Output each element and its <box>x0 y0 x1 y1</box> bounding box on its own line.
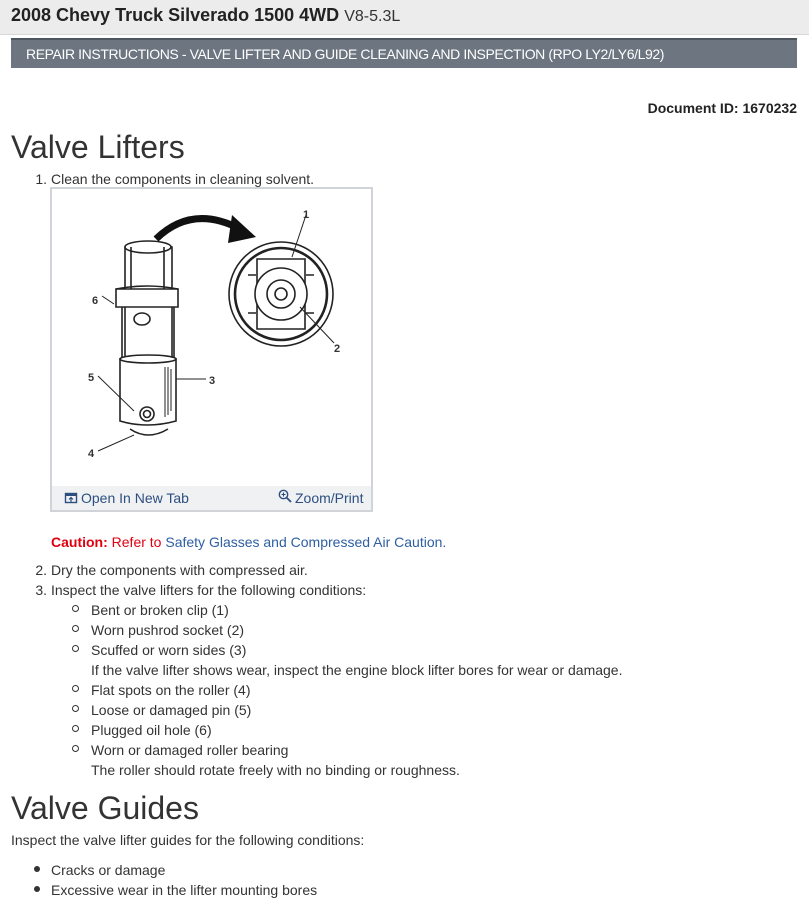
step-number: 1. <box>35 171 47 187</box>
list-bullet <box>72 605 79 612</box>
list-bullet <box>72 745 79 752</box>
caution-label: Caution: <box>51 534 108 550</box>
list-bullet <box>34 866 40 872</box>
direction-arrow <box>156 219 240 239</box>
vehicle-header <box>0 0 809 35</box>
callout-3: 3 <box>209 375 216 387</box>
callout-1: 1 <box>303 209 310 221</box>
condition-item: Loose or damaged pin (5) <box>91 702 252 718</box>
valve-lifter-illustration <box>52 189 371 486</box>
procedure-banner <box>11 38 797 68</box>
callout-4: 4 <box>88 448 95 460</box>
step-text: Clean the components in cleaning solvent. <box>51 171 315 187</box>
list-bullet <box>34 886 40 892</box>
open-new-tab-icon <box>64 491 78 505</box>
condition-note: The roller should rotate freely with no binding or roughness. <box>91 762 460 778</box>
open-in-new-tab-link[interactable]: Open In New Tab <box>81 490 189 506</box>
condition-item: Scuffed or worn sides (3) <box>91 642 247 658</box>
list-bullet <box>72 725 79 732</box>
procedure-title: REPAIR INSTRUCTIONS - VALVE LIFTER AND GUIDE CLEANING AND INSPECTION (RPO LY2/LY6/L92) <box>26 46 665 62</box>
condition-item: Worn or damaged roller bearing <box>91 742 289 758</box>
vehicle-title <box>11 5 400 26</box>
caution-note <box>51 533 446 551</box>
list-bullet <box>72 625 79 632</box>
vehicle-engine: V8-5.3L <box>344 8 401 25</box>
list-bullet <box>72 705 79 712</box>
caution-refer-text: Refer to <box>111 534 162 550</box>
list-bullet <box>72 685 79 692</box>
step-number: 2. <box>35 562 47 578</box>
callout-2: 2 <box>334 343 341 355</box>
guides-intro: Inspect the valve lifter guides for the following conditions: <box>11 832 365 848</box>
valve-guides-heading: Valve Guides <box>11 790 199 826</box>
condition-item: Plugged oil hole (6) <box>91 722 212 738</box>
zoom-print-link[interactable]: Zoom/Print <box>295 490 364 506</box>
lifter-figure <box>50 187 373 512</box>
step-number: 3. <box>35 582 47 598</box>
zoom-icon <box>278 489 292 503</box>
step-text: Dry the components with compressed air. <box>51 562 308 578</box>
guide-condition-item: Cracks or damage <box>51 862 166 878</box>
step-text: Inspect the valve lifters for the following conditions: <box>51 582 367 598</box>
lifter-top-view <box>229 242 333 346</box>
condition-item: Worn pushrod socket (2) <box>91 622 245 638</box>
valve-lifter-drawing <box>116 241 178 435</box>
condition-item: Bent or broken clip (1) <box>91 602 229 618</box>
guide-condition-item: Excessive wear in the lifter mounting bores <box>51 882 318 898</box>
safety-caution-link[interactable]: Safety Glasses and Compressed Air Caution. <box>165 534 447 550</box>
condition-note: If the valve lifter shows wear, inspect the engine block lifter bores for wear or damage. <box>91 662 623 678</box>
callout-5: 5 <box>88 372 95 384</box>
vehicle-name: 2008 Chevy Truck Silverado 1500 4WD <box>11 5 340 25</box>
list-bullet <box>72 645 79 652</box>
valve-lifters-heading: Valve Lifters <box>11 129 185 165</box>
condition-item: Flat spots on the roller (4) <box>91 682 251 698</box>
document-id: Document ID: 1670232 <box>647 100 797 116</box>
callout-6: 6 <box>92 295 99 307</box>
figure-toolbar <box>52 486 371 510</box>
